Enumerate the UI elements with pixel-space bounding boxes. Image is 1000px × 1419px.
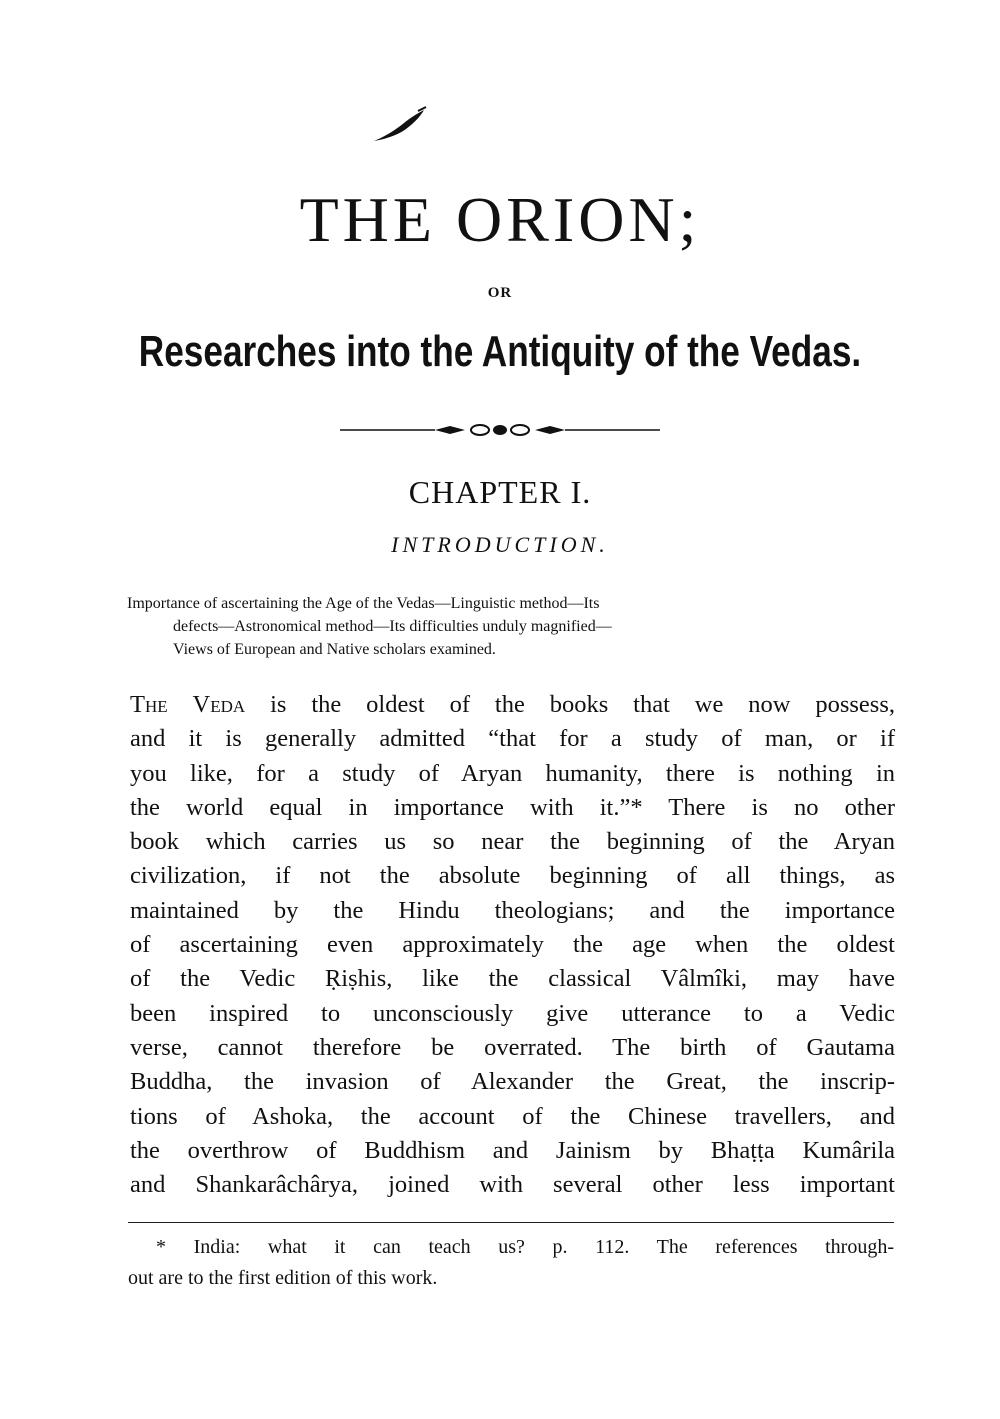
footnote: [128, 1232, 894, 1294]
body-line: maintained by the Hindu theologians; and the importance: [130, 896, 895, 924]
section-heading: INTRODUCTION.: [391, 532, 609, 557]
title-connector: OR: [487, 285, 513, 301]
ornamental-rule-icon: [340, 420, 660, 440]
body-line: the world equal in importance with it.”* There is no other: [130, 793, 895, 821]
body-line: verse, cannot therefore be overrated. The birth of Gautama: [130, 1033, 895, 1061]
body-line: been inspired to unconsciously give utterance to a Vedic: [130, 999, 895, 1027]
quill-ornament-icon: [370, 105, 430, 145]
body-line: Buddha, the invasion of Alexander the Great, the inscrip-: [130, 1068, 895, 1096]
chapter-heading: CHAPTER I.: [408, 474, 592, 510]
body-paragraph: [130, 688, 895, 1202]
body-line-text: is the oldest of the books that we now possess,: [245, 691, 895, 718]
book-subtitle: Researches into the Antiquity of the Vedas.: [138, 327, 862, 376]
chapter-summary: [127, 592, 897, 661]
footnote-divider: [128, 1222, 894, 1223]
body-line: of the Vedic Ṛiṣhis, like the classical Vâlmîki, may have: [130, 965, 895, 993]
footnote-line: * India: what it can teach us? p. 112. The references through-: [156, 1236, 894, 1258]
book-title: THE ORION;: [299, 184, 701, 255]
lead-word-veda: Veda: [192, 691, 246, 718]
body-line: the overthrow of Buddhism and Jainism by Bhaṭṭa Kumârila: [130, 1136, 895, 1164]
body-line: of ascertaining even approximately the age when the oldest: [130, 931, 895, 959]
footnote-line: out are to the first edition of this work.: [128, 1267, 438, 1289]
body-line: you like, for a study of Aryan humanity, there is nothing in: [130, 759, 895, 787]
body-line: book which carries us so near the beginning of the Aryan: [130, 828, 895, 856]
lead-word-the: The: [130, 691, 168, 718]
body-line: and it is generally admitted “that for a study of man, or if: [130, 725, 895, 753]
body-line: tions of Ashoka, the account of the Chinese travellers, and: [130, 1102, 895, 1130]
summary-line: Importance of ascertaining the Age of the Vedas—Linguistic method—Its: [127, 595, 600, 612]
body-line: civilization, if not the absolute beginning of all things, as: [130, 862, 895, 890]
summary-line: defects—Astronomical method—Its difficulties unduly magnified—: [173, 618, 612, 635]
body-line: and Shankarâchârya, joined with several other less important: [130, 1171, 895, 1199]
summary-line: Views of European and Native scholars examined.: [173, 641, 496, 658]
body-line: [130, 688, 895, 722]
